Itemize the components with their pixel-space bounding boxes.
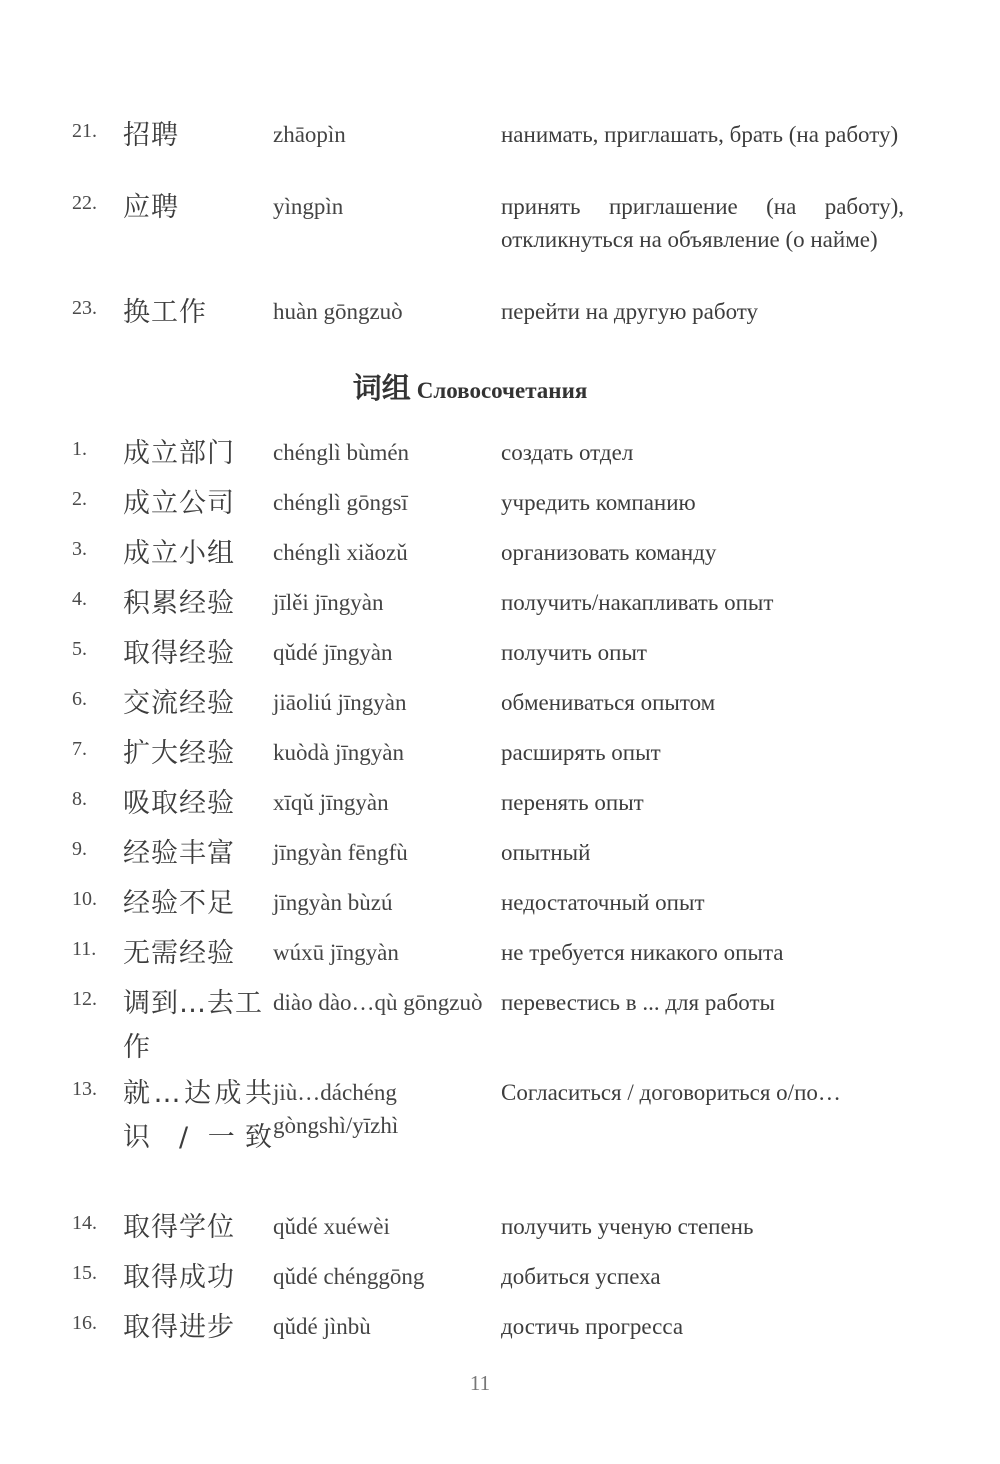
word-row [72, 186, 904, 291]
russian-translation: добиться успеха [501, 1264, 661, 1289]
russian-translation: получить ученую степень [501, 1214, 754, 1239]
item-number: 5. [72, 638, 87, 660]
chinese-phrase: 扩大经验 [123, 738, 235, 769]
page-number: 11 [469, 1371, 491, 1395]
russian-translation: достичь прогресса [501, 1314, 684, 1339]
russian-translation: расширять опыт [501, 740, 661, 765]
item-number: 8. [72, 788, 87, 810]
phrase-row [72, 482, 904, 532]
pinyin: huàn gōngzuò [273, 299, 403, 324]
pinyin: qǔdé chénggōng [273, 1264, 425, 1289]
pinyin: jīngyàn fēngfù [273, 840, 408, 865]
phrase-list [72, 432, 904, 1356]
russian-translation: опытный [501, 840, 591, 865]
pinyin: qǔdé jìnbù [273, 1314, 371, 1339]
item-number: 9. [72, 838, 87, 860]
pinyin: qǔdé jīngyàn [273, 640, 393, 665]
russian-translation: учредить компанию [501, 490, 696, 515]
word-row [72, 291, 904, 341]
section-heading [0, 366, 940, 407]
phrase-row [72, 1306, 904, 1356]
phrase-row [72, 782, 904, 832]
chinese-phrase: 取得经验 [123, 638, 235, 669]
phrase-row [72, 632, 904, 682]
item-number: 7. [72, 738, 87, 760]
chinese-phrase: 就…达成共识 / 一致 [123, 1078, 273, 1153]
pinyin: zhāopìn [273, 122, 346, 147]
chinese-phrase: 成立公司 [123, 488, 235, 519]
chinese-phrase: 经验丰富 [123, 838, 235, 869]
russian-translation: получить опыт [501, 640, 647, 665]
item-number: 2. [72, 488, 87, 510]
russian-translation: организовать команду [501, 540, 717, 565]
phrase-row [72, 432, 904, 482]
item-number: 4. [72, 588, 87, 610]
pinyin: chénglì gōngsī [273, 490, 408, 515]
phrase-row [72, 682, 904, 732]
chinese-word: 换工作 [123, 297, 207, 328]
chinese-word: 招聘 [123, 120, 179, 151]
russian-translation: получить/накапливать опыт [501, 590, 774, 615]
phrase-row [72, 1256, 904, 1306]
item-number: 12. [72, 988, 97, 1010]
russian-translation: перенять опыт [501, 790, 644, 815]
chinese-phrase: 取得成功 [123, 1262, 235, 1293]
pinyin: jiù…dáchéng gòngshì/yīzhì [273, 1080, 399, 1138]
item-number: 16. [72, 1312, 97, 1334]
phrase-row [72, 832, 904, 882]
item-number: 23. [72, 297, 97, 319]
chinese-phrase: 成立小组 [123, 538, 235, 569]
phrase-row [72, 982, 904, 1072]
item-number: 3. [72, 538, 87, 560]
chinese-phrase: 经验不足 [123, 888, 235, 919]
pinyin: diào dào…qù gōngzuò [273, 990, 483, 1015]
russian-translation: перейти на другую работу [501, 299, 759, 324]
section-title-russian: Словосочетания [416, 378, 588, 403]
pinyin: xīqǔ jīngyàn [273, 790, 389, 815]
russian-translation: создать отдел [501, 440, 634, 465]
russian-translation: не требуется никакого опыта [501, 940, 784, 965]
pinyin: chénglì xiǎozǔ [273, 540, 408, 565]
chinese-word: 应聘 [123, 192, 179, 223]
item-number: 10. [72, 888, 97, 910]
russian-translation: недостаточный опыт [501, 890, 705, 915]
pinyin: yìngpìn [273, 194, 344, 219]
chinese-phrase: 吸取经验 [123, 788, 235, 819]
phrase-row [72, 582, 904, 632]
pinyin: chénglì bùmén [273, 440, 410, 465]
russian-translation: принять приглашение (на работу), откликнуться на объявление (о найме) [501, 194, 904, 252]
russian-translation: Согласиться / договориться о/по… [501, 1080, 841, 1105]
chinese-phrase: 成立部门 [123, 438, 235, 469]
chinese-phrase: 积累经验 [123, 588, 235, 619]
chinese-phrase: 取得学位 [123, 1212, 235, 1243]
item-number: 13. [72, 1078, 97, 1100]
item-number: 22. [72, 192, 97, 214]
chinese-phrase: 交流经验 [123, 688, 235, 719]
pinyin: wúxū jīngyàn [273, 940, 399, 965]
section-title-chinese: 词组 [352, 371, 411, 405]
russian-translation: перевестись в ... для работы [501, 990, 775, 1015]
item-number: 15. [72, 1262, 97, 1284]
pinyin: jīngyàn bùzú [273, 890, 393, 915]
pinyin: jīlěi jīngyàn [273, 590, 384, 615]
item-number: 6. [72, 688, 87, 710]
russian-translation: обмениваться опытом [501, 690, 716, 715]
word-list [72, 114, 904, 341]
pinyin: qǔdé xuéwèi [273, 1214, 390, 1239]
chinese-phrase: 取得进步 [123, 1312, 235, 1343]
phrase-row [72, 1206, 904, 1256]
item-number: 14. [72, 1212, 97, 1234]
item-number: 1. [72, 438, 87, 460]
phrase-row [72, 882, 904, 932]
word-row [72, 114, 904, 186]
phrase-row [72, 732, 904, 782]
item-number: 11. [72, 938, 97, 960]
chinese-phrase: 无需经验 [123, 938, 235, 969]
phrase-row [72, 532, 904, 582]
chinese-phrase: 调到…去工作 [123, 988, 263, 1063]
phrase-row [72, 932, 904, 982]
item-number: 21. [72, 120, 97, 142]
phrase-row [72, 1072, 904, 1206]
pinyin: jiāoliú jīngyàn [273, 690, 407, 715]
pinyin: kuòdà jīngyàn [273, 740, 404, 765]
russian-translation: нанимать, приглашать, брать (на работу) [501, 122, 899, 147]
